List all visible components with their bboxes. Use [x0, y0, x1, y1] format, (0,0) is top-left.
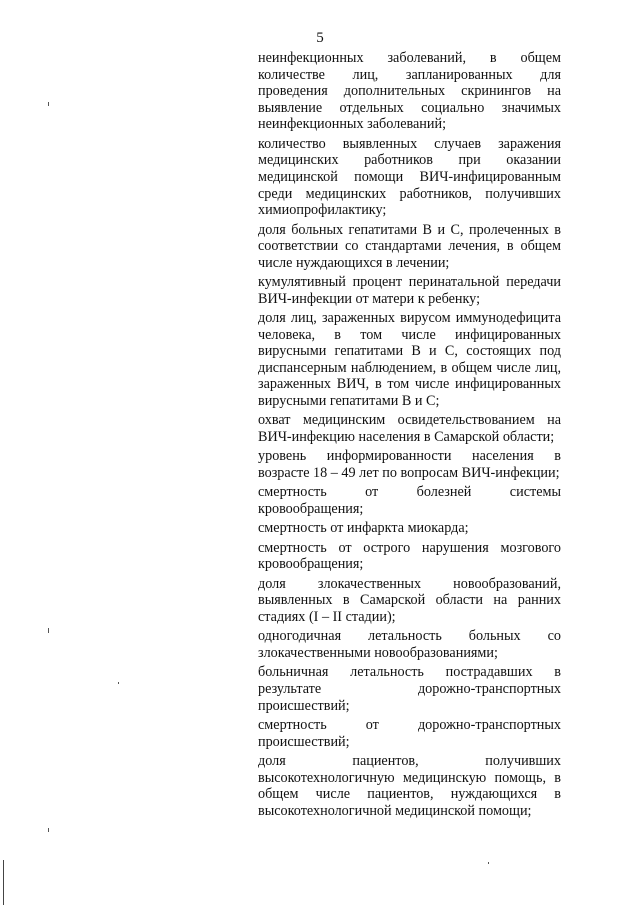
scan-edge-line [3, 860, 4, 905]
scan-speck [118, 682, 119, 684]
list-item: охват медицинским освидетельствованием на ВИЧ-инфекцию населения в Самарской области; [258, 412, 561, 446]
list-item: доля злокачественных новообразований, выявленных в Самарской области на ранних стадиях (I – II стадии); [258, 575, 561, 625]
list-item: доля больных гепатитами В и С, пролеченных в соответствии со стандартами лечения, в общем числе нуждающихся в лечении; [258, 221, 561, 271]
list-item: смертность от болезней системы кровообращения; [258, 484, 561, 518]
list-item: количество выявленных случаев заражения медицинских работников при оказании медицинской помощи ВИЧ-инфицированным среди медицинских работников, получивших химиопрофилактику; [258, 135, 561, 219]
list-item: доля лиц, зараженных вирусом иммунодефицита человека, в том числе инфицированных вирусными гепатитами В и С, состоящих под диспансерным наблюдением, в общем числе лиц, зараженных ВИЧ, в том числе инфицированных вирусными гепатитами В и С; [258, 310, 561, 410]
scan-speck [488, 862, 489, 864]
list-item: больничная летальность пострадавших в результате дорожно-транспортных происшествий; [258, 664, 561, 714]
list-item: доля пациентов, получивших высокотехнологичную медицинскую помощь, в общем числе пациентов, нуждающихся в высокотехнологичной медицинской помощи; [258, 752, 561, 819]
list-item: смертность от острого нарушения мозгового кровообращения; [258, 539, 561, 573]
page-number: 5 [316, 30, 324, 46]
scan-speck [48, 628, 49, 633]
list-item: смертность от инфаркта миокарда; [258, 520, 469, 537]
list-item: неинфекционных заболеваний, в общем количестве лиц, запланированных для проведения дополнительных скринингов на выявление отдельных социально значимых неинфекционных заболеваний; [258, 50, 561, 133]
list-item: смертность от дорожно-транспортных происшествий; [258, 716, 561, 750]
list-item: кумулятивный процент перинатальной передачи ВИЧ-инфекции от матери к ребенку; [258, 274, 561, 307]
scan-speck [48, 828, 49, 832]
scan-speck [48, 102, 49, 106]
list-item: уровень информированности населения в возрасте 18 – 49 лет по вопросам ВИЧ-инфекции; [258, 448, 561, 482]
document-body [258, 50, 561, 822]
list-item: одногодичная летальность больных со злокачественными новообразованиями; [258, 628, 561, 661]
